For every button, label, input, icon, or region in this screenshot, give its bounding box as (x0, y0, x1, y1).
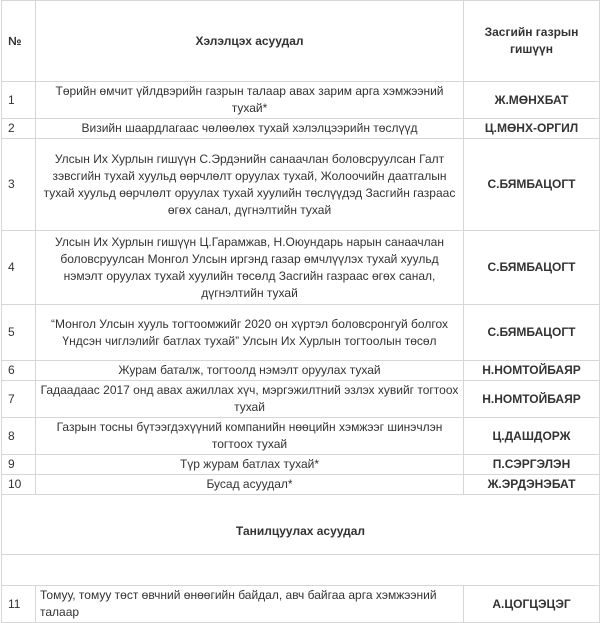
agenda-table (1, 0, 600, 623)
row-topic: Томуу, томуу төст өвчний өнөөгийн байдал, авч байгаа арга хэмжээний талаар (36, 586, 464, 623)
table-row (2, 82, 600, 119)
table-row (2, 586, 600, 623)
row-num: 6 (2, 361, 36, 381)
row-topic: Улсын Их Хурлын гишүүн Ц.Гарамжав, Н.Оюундарь нарын санаачлан боловсруулсан Монгол Улсын иргэнд газар өмчлүүлэх тухай хуульд нэмэлт оруулах тухай хуулийн төсөлд Засгийн газраас өгөх санал, дүгнэлтийн тухай (36, 231, 464, 305)
section-row (2, 495, 600, 555)
section-title: Танилцуулах асуудал (2, 495, 600, 555)
row-num: 4 (2, 231, 36, 305)
table-row (2, 305, 600, 361)
row-topic: Түр журам батлах тухай* (36, 455, 464, 475)
row-num: 10 (2, 475, 36, 495)
row-topic: “Монгол Улсын хууль тогтоомжийг 2020 он хүртэл боловсронгуй болгох Үндсэн чиглэлийг батлах тухай” Улсын Их Хурлын тогтоолын төсөл (36, 305, 464, 361)
row-member: С.БЯМБАЦОГТ (464, 305, 600, 361)
row-member: Ц.ДАШДОРЖ (464, 418, 600, 455)
header-num: № (2, 1, 36, 82)
row-member: Ж.ЭРДЭНЭБАТ (464, 475, 600, 495)
header-row (2, 1, 600, 82)
row-num: 11 (2, 586, 36, 623)
row-member: П.СЭРГЭЛЭН (464, 455, 600, 475)
row-num: 5 (2, 305, 36, 361)
row-topic: Төрийн өмчит үйлдвэрийн газрын талаар авах зарим арга хэмжээний тухай* (36, 82, 464, 119)
row-topic: Журам баталж, тогтоолд нэмэлт оруулах тухай (36, 361, 464, 381)
row-num: 8 (2, 418, 36, 455)
row-num: 7 (2, 381, 36, 418)
row-topic: Гадаадаас 2017 онд авах ажиллах хүч, мэргэжилтний эзлэх хувийг тогтоох тухай (36, 381, 464, 418)
row-topic: Газрын тосны бүтээгдэхүүний компанийн нөөцийн хэмжээг шинэчлэн тогтоох тухай (36, 418, 464, 455)
table-row (2, 475, 600, 495)
row-num: 1 (2, 82, 36, 119)
row-num: 3 (2, 139, 36, 231)
row-num: 2 (2, 119, 36, 139)
spacer-cell (2, 555, 600, 586)
row-topic: Бусад асуудал* (36, 475, 464, 495)
header-member: Засгийн газрын гишүүн (464, 1, 600, 82)
row-member: Ц.МӨНХ-ОРГИЛ (464, 119, 600, 139)
table-row (2, 381, 600, 418)
table-row (2, 455, 600, 475)
row-member: Н.НОМТОЙБАЯР (464, 361, 600, 381)
row-member: С.БЯМБАЦОГТ (464, 139, 600, 231)
table-row (2, 361, 600, 381)
row-num: 9 (2, 455, 36, 475)
table-row (2, 231, 600, 305)
row-member: Н.НОМТОЙБАЯР (464, 381, 600, 418)
header-topic: Хэлэлцэх асуудал (36, 1, 464, 82)
row-topic: Улсын Их Хурлын гишүүн С.Эрдэнийн санаачлан боловсруулсан Галт зэвсгийн тухай хуульд өөрчлөлт оруулах тухай, Жолоочийн даатгалын тухай хуульд өөрчлөлт оруулах тухай хуулийн төслүүдэд Засгийн газраас өгөх санал, дүгнэлтийн тухай (36, 139, 464, 231)
table-row (2, 139, 600, 231)
table-row (2, 119, 600, 139)
row-topic: Визийн шаардлагаас чөлөөлөх тухай хэлэлцээрийн төслүүд (36, 119, 464, 139)
table-row (2, 418, 600, 455)
row-member: С.БЯМБАЦОГТ (464, 231, 600, 305)
row-member: А.ЦОГЦЭЦЭГ (464, 586, 600, 623)
row-member: Ж.МӨНХБАТ (464, 82, 600, 119)
spacer-row (2, 555, 600, 586)
